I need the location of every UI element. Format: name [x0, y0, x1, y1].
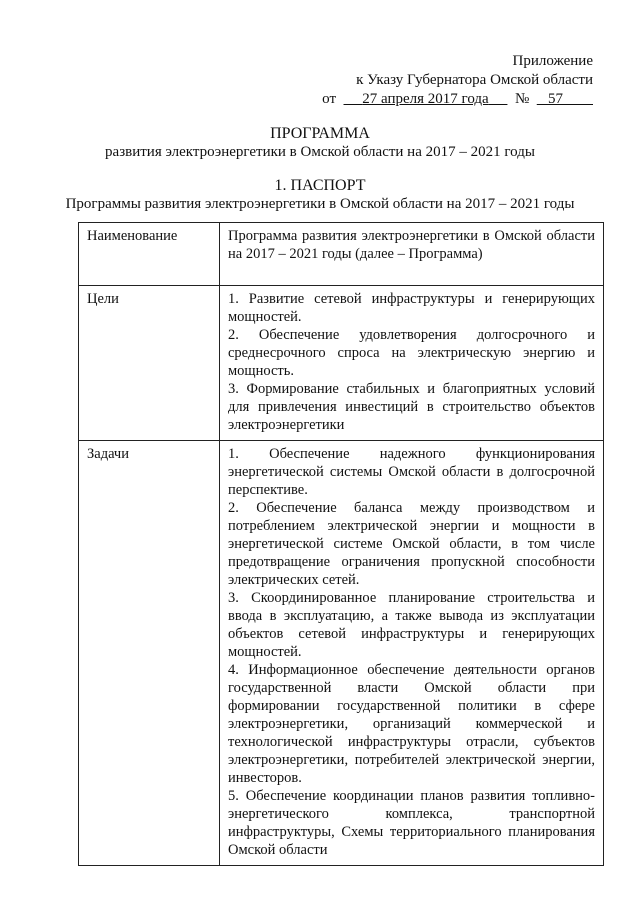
- row-label: Задачи: [79, 441, 220, 866]
- appendix-line: Приложение: [512, 53, 593, 69]
- list-item: 1. Обеспечение надежного функционирования энергетической системы Омской области в долгосрочной перспективе.: [228, 446, 595, 498]
- list-item: 1. Развитие сетевой инфраструктуры и генерирующих мощностей.: [228, 291, 595, 325]
- table-row: [79, 286, 604, 441]
- row-label: Цели: [79, 286, 220, 441]
- row-value: [220, 286, 604, 441]
- decree-date-number: [322, 90, 593, 109]
- appendix-header: [322, 52, 593, 109]
- row-value: [220, 441, 604, 866]
- decree-number: 57: [548, 91, 563, 107]
- row-label: Наименование: [79, 223, 220, 286]
- list-item: 3. Формирование стабильных и благоприятных условий для привлечения инвестиций в строительство объектов электроэнергетики: [228, 381, 595, 433]
- list-item: 4. Информационное обеспечение деятельности органов государственной власти Омской области при формировании государственной политики в сфере электроэнергетики, организаций коммерческой и технологической инфраструктуры отрасли, субъектов электроэнергетики, потребителей электрической энергии, инвесторов.: [228, 662, 595, 786]
- program-title-main: ПРОГРАММА: [270, 125, 370, 142]
- decree-date: 27 апреля 2017 года: [362, 91, 489, 107]
- program-title: [0, 124, 640, 162]
- section-subtitle: Программы развития электроэнергетики в Омской области на 2017 – 2021 годы: [65, 196, 575, 212]
- row-value: Программа развития электроэнергетики в Омской области на 2017 – 2021 годы (далее – Программа): [220, 223, 604, 286]
- decree-reference: к Указу Губернатора Омской области: [356, 72, 593, 88]
- table-row: [79, 441, 604, 866]
- list-item: 2. Обеспечение удовлетворения долгосрочного и среднесрочного спроса на электрическую энергию и мощность.: [228, 327, 595, 379]
- number-label: №: [514, 91, 530, 107]
- program-title-sub: развития электроэнергетики в Омской области на 2017 – 2021 годы: [105, 144, 535, 160]
- list-item: 2. Обеспечение баланса между производством и потреблением электрической энергии и мощности в энергетической системе Омской области, в том числе предотвращение ограничения пропускной способности электрических сетей.: [228, 500, 595, 588]
- from-label: от: [322, 91, 337, 107]
- passport-table: [78, 222, 604, 866]
- list-item: 5. Обеспечение координации планов развития топливно-энергетического комплекса, транспортной инфраструктуры, Схемы территориального планирования Омской области: [228, 788, 595, 858]
- table-row: [79, 223, 604, 286]
- section-heading: [0, 176, 640, 214]
- list-item: 3. Скоординированное планирование строительства и ввода в эксплуатацию, а также вывода из эксплуатации объектов сетевой инфраструктуры и генерирующих мощностей.: [228, 590, 595, 660]
- section-title: 1. ПАСПОРТ: [274, 177, 366, 194]
